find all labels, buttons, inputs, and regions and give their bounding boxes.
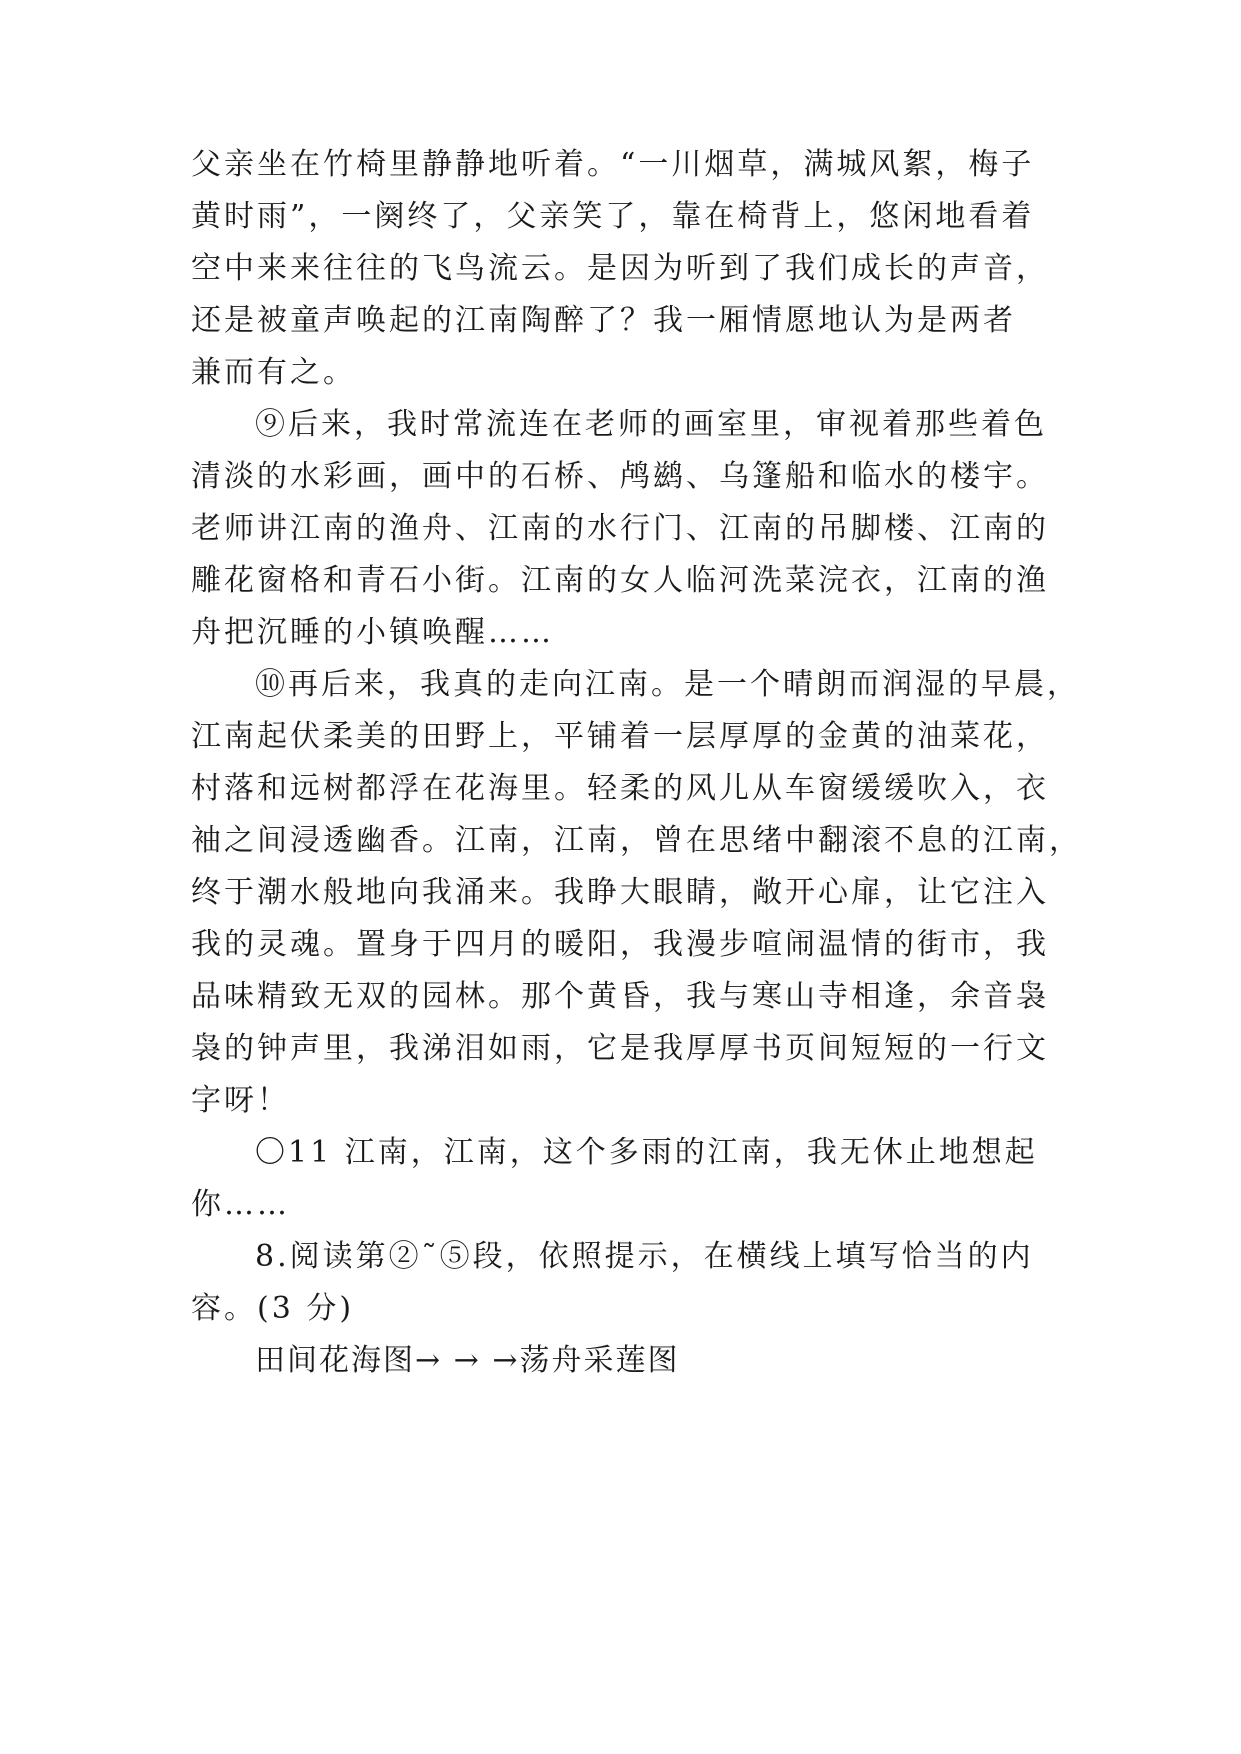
text-line: 品味精致无双的园林。那个黄昏，我与寒山寺相逢，余音袅 bbox=[191, 979, 1049, 1014]
question-8: 8.阅读第②˜⑤段，依照提示，在横线上填写恰当的内 bbox=[255, 1239, 1034, 1274]
text-line: 你…… bbox=[191, 1187, 290, 1222]
text-line: 老师讲江南的渔舟、江南的水行门、江南的吊脚楼、江南的 bbox=[191, 511, 1049, 546]
text-line: 字呀！ bbox=[191, 1083, 290, 1118]
text-line: 终于潮水般地向我涌来。我睁大眼睛，敞开心扉，让它注入 bbox=[191, 875, 1049, 910]
question-8-answer-line: 田间花海图→ → →荡舟采莲图 bbox=[255, 1343, 680, 1378]
text-line: 雕花窗格和青石小街。江南的女人临河洗菜浣衣，江南的渔 bbox=[191, 563, 1049, 598]
paragraph-11-start: 〇11 江南，江南，这个多雨的江南，我无休止地想起 bbox=[255, 1135, 1038, 1170]
paragraph-9-start: ⑨后来，我时常流连在老师的画室里，审视着那些着色 bbox=[255, 407, 1047, 442]
text-line: 兼而有之。 bbox=[191, 355, 356, 390]
text-line: 清淡的水彩画，画中的石桥、鸬鹚、乌篷船和临水的楼宇。 bbox=[191, 459, 1049, 494]
text-line: 袖之间浸透幽香。江南，江南，曾在思绪中翻滚不息的江南， bbox=[191, 823, 1082, 858]
text-line: 江南起伏柔美的田野上，平铺着一层厚厚的金黄的油菜花， bbox=[191, 719, 1049, 754]
text-line: 空中来来往往的飞鸟流云。是因为听到了我们成长的声音， bbox=[191, 251, 1049, 286]
paragraph-10-start: ⑩再后来，我真的走向江南。是一个晴朗而润湿的早晨， bbox=[255, 667, 1080, 702]
text-line: 村落和远树都浮在花海里。轻柔的风儿从车窗缓缓吹入，衣 bbox=[191, 771, 1049, 806]
text-line: 父亲坐在竹椅里静静地听着。“一川烟草，满城风絮，梅子 bbox=[191, 147, 1035, 182]
text-line: 还是被童声唤起的江南陶醉了？我一厢情愿地认为是两者 bbox=[191, 303, 1016, 338]
text-line: 袅的钟声里，我涕泪如雨，它是我厚厚书页间短短的一行文 bbox=[191, 1031, 1049, 1066]
text-line: 舟把沉睡的小镇唤醒…… bbox=[191, 615, 554, 650]
text-line: 黄时雨”，一阕终了，父亲笑了，靠在椅背上，悠闲地看着 bbox=[191, 199, 1035, 234]
question-8-score: 容。(3 分) bbox=[191, 1291, 355, 1326]
text-line: 我的灵魂。置身于四月的暖阳，我漫步喧闹温情的街市，我 bbox=[191, 927, 1049, 962]
